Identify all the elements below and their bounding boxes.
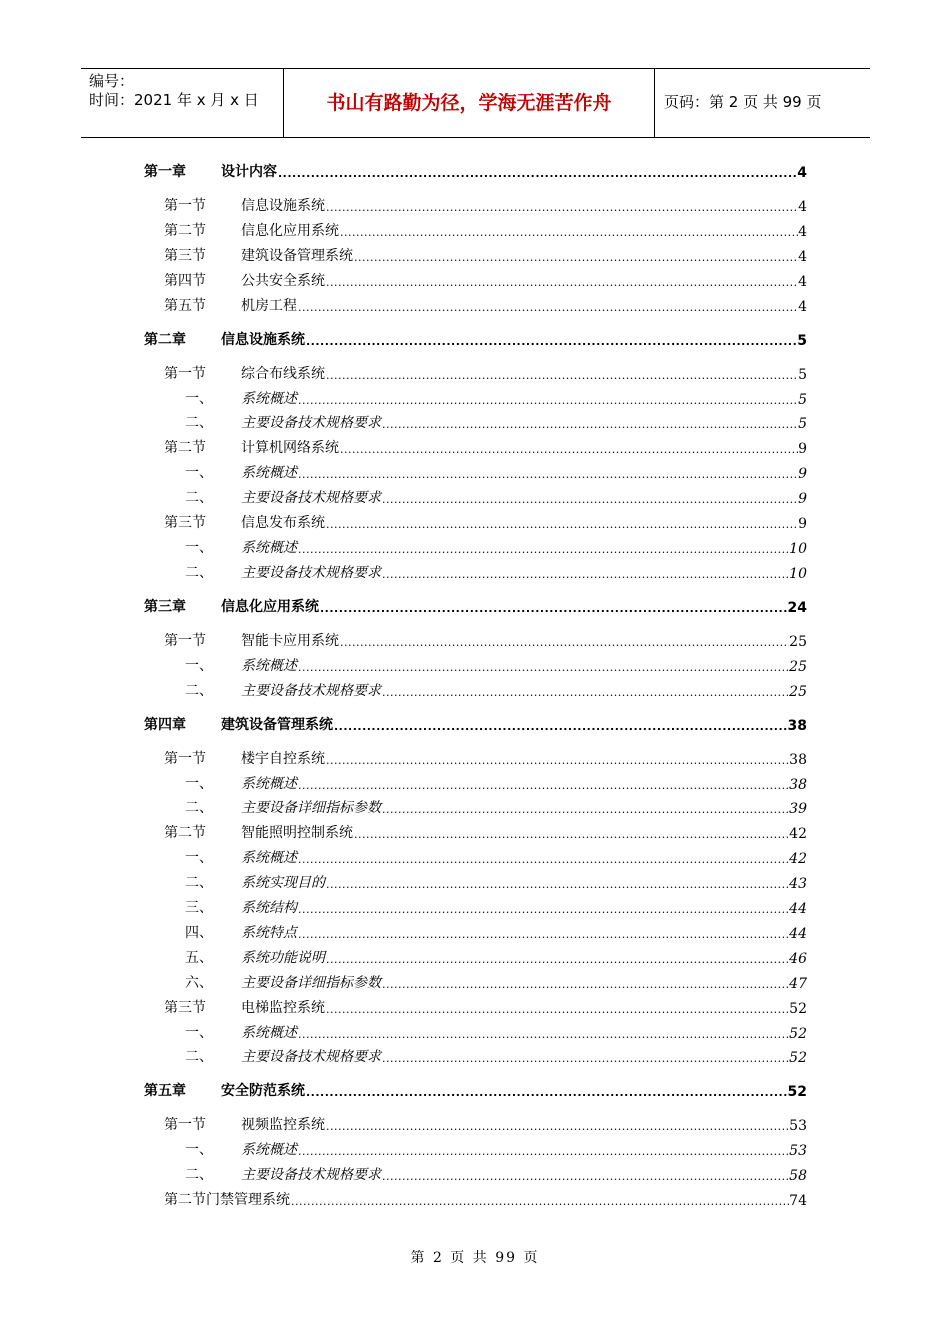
toc-entry-section[interactable]: [164, 997, 807, 1017]
toc-entry-label: 二、: [185, 682, 213, 699]
toc-dot-leader: [290, 1195, 789, 1209]
toc-entry-title: 系统实现目的: [241, 875, 325, 892]
toc-entry-page-number: 46: [789, 950, 807, 967]
toc-entry-title: 智能卡应用系统: [241, 632, 339, 649]
toc-dot-leader: [325, 953, 789, 967]
toc-entry-section[interactable]: [164, 1114, 807, 1134]
toc-dot-leader: [381, 418, 798, 432]
time-label: 时间：2021 年 x 月 x 日: [89, 91, 259, 109]
toc-entry-section[interactable]: [164, 245, 807, 265]
toc-dot-leader: [305, 1086, 788, 1100]
toc-entry-label: 六、: [185, 974, 213, 991]
toc-dot-leader: [339, 443, 798, 457]
toc-dot-leader: [381, 978, 789, 992]
toc-entry-page-number: 38: [787, 717, 807, 734]
toc-entry-title: 主要设备技术规格要求: [241, 682, 381, 699]
toc-dot-leader: [381, 686, 789, 700]
toc-entry-title: 电梯监控系统: [241, 999, 325, 1016]
toc-entry-title: 信息设施系统: [221, 331, 305, 348]
toc-entry-label: 一、: [185, 465, 213, 482]
toc-entry-section2[interactable]: [164, 1189, 807, 1209]
toc-dot-leader: [339, 636, 789, 650]
toc-entry-title: 系统概述: [241, 1142, 297, 1159]
page-header: [81, 68, 870, 138]
toc-entry-label: 第一节: [164, 632, 206, 649]
toc-dot-leader: [381, 1170, 789, 1184]
toc-entry-label: 二、: [185, 415, 213, 432]
toc-entry-label: 第一章: [144, 164, 186, 180]
toc-entry-page-number: 38: [789, 751, 807, 768]
toc-dot-leader: [277, 167, 797, 181]
toc-entry-sub[interactable]: [185, 537, 807, 557]
serial-label: 编号：: [89, 72, 135, 90]
toc-entry-section[interactable]: [164, 512, 807, 532]
toc-entry-title: 系统概述: [241, 390, 297, 407]
toc-entry-page-number: 44: [789, 901, 807, 917]
toc-entry-title: 主要设备技术规格要求: [241, 1167, 381, 1184]
toc-entry-title: 信息发布系统: [241, 515, 325, 531]
toc-entry-section[interactable]: [164, 822, 807, 842]
toc-dot-leader: [297, 928, 789, 942]
toc-entry-title: 视频监控系统: [241, 1117, 325, 1134]
toc-entry-title: 系统概述: [241, 657, 297, 674]
toc-entry-label: 二、: [185, 1049, 213, 1066]
toc-entry-title: 系统功能说明: [241, 949, 325, 966]
toc-dot-leader: [297, 468, 798, 482]
toc-entry-sub[interactable]: [185, 773, 807, 793]
toc-entry-label: 二、: [185, 564, 213, 581]
toc-entry-page-number: 38: [789, 776, 807, 793]
toc-entry-title: 设计内容: [221, 164, 277, 180]
toc-entry-sub[interactable]: [185, 680, 807, 700]
toc-entry-label: 第三节: [164, 247, 206, 264]
toc-entry-sub[interactable]: [185, 1164, 807, 1184]
toc-entry-label: 一、: [185, 657, 213, 674]
toc-entry-section[interactable]: [164, 630, 807, 650]
toc-entry-sub[interactable]: [185, 655, 807, 675]
toc-entry-sub[interactable]: [185, 947, 807, 967]
toc-entry-label: 第三节: [164, 515, 206, 531]
toc-entry-label: 二、: [185, 1167, 213, 1184]
toc-entry-title: 楼宇自控系统: [241, 750, 325, 767]
toc-entry-section[interactable]: [164, 295, 807, 315]
toc-dot-leader: [319, 602, 788, 616]
toc-dot-leader: [325, 878, 789, 892]
toc-entry-title: 公共安全系统: [241, 272, 325, 289]
toc-dot-leader: [325, 276, 798, 290]
toc-entry-label: 一、: [185, 775, 213, 792]
toc-entry-page-number: 25: [789, 658, 807, 675]
toc-entry-page-number: 74: [789, 1193, 807, 1210]
toc-entry-label: 第五章: [144, 1083, 186, 1100]
toc-entry-page-number: 25: [789, 633, 807, 650]
toc-dot-leader: [333, 720, 788, 734]
toc-entry-title: 建筑设备管理系统: [241, 247, 353, 264]
toc-entry-section[interactable]: [164, 270, 807, 290]
toc-entry-sub[interactable]: [185, 412, 807, 432]
motto-text: 书山有路勤为径，学海无涯苦作舟: [326, 92, 612, 114]
toc-entry-page-number: 4: [797, 165, 807, 181]
toc-entry-page-number: 4: [798, 273, 807, 290]
toc-entry-label: 第一节: [164, 365, 206, 382]
toc-entry-page-number: 5: [798, 366, 807, 383]
toc-entry-title: 信息化应用系统: [241, 222, 339, 239]
toc-entry-label: 第四节: [164, 272, 206, 289]
toc-dot-leader: [297, 394, 798, 408]
toc-dot-leader: [325, 518, 798, 532]
toc-entry-title: 系统概述: [241, 1024, 297, 1041]
toc-entry-title: 主要设备技术规格要求: [241, 490, 381, 507]
toc-entry-page-number: 42: [789, 826, 807, 843]
toc-entry-page-number: 52: [789, 1050, 807, 1067]
toc-entry-title: 主要设备详细指标参数: [241, 974, 381, 991]
toc-dot-leader: [325, 1003, 789, 1017]
toc-entry-page-number: 5: [798, 416, 807, 433]
toc-entry-page-number: 9: [798, 516, 807, 532]
toc-entry-page-number: 25: [789, 683, 807, 700]
toc-entry-title: 智能照明控制系统: [241, 825, 353, 842]
toc-entry-chapter[interactable]: [144, 161, 807, 181]
toc-entry-page-number: 4: [798, 298, 807, 315]
toc-dot-leader: [381, 493, 798, 507]
toc-dot-leader: [297, 543, 789, 557]
toc-entry-page-number: 10: [789, 540, 807, 557]
toc-dot-leader: [325, 1120, 789, 1134]
toc-dot-leader: [325, 369, 798, 383]
toc-entry-page-number: 5: [797, 332, 807, 349]
toc-entry-label: 三、: [185, 900, 213, 916]
toc-entry-page-number: 9: [798, 441, 807, 458]
toc-entry-label: 二、: [185, 800, 213, 817]
toc-entry-title: 主要设备技术规格要求: [241, 564, 381, 581]
page-footer: 第 2 页 共 99 页: [410, 1250, 540, 1266]
toc-entry-title: 第二节门禁管理系统: [164, 1192, 290, 1209]
toc-entry-page-number: 9: [798, 466, 807, 483]
toc-entry-label: 四、: [185, 924, 213, 941]
toc-entry-page-number: 53: [789, 1118, 807, 1135]
toc-entry-page-number: 4: [798, 199, 807, 215]
toc-entry-sub[interactable]: [185, 797, 807, 817]
toc-dot-leader: [381, 1052, 789, 1066]
toc-entry-title: 机房工程: [241, 297, 297, 314]
toc-entry-sub[interactable]: [185, 847, 807, 867]
toc-entry-page-number: 58: [789, 1168, 807, 1185]
toc-entry-section[interactable]: [164, 220, 807, 240]
toc-entry-sub[interactable]: [185, 1022, 807, 1042]
toc-entry-label: 第二章: [144, 331, 186, 348]
header-page-cell: [655, 69, 870, 137]
toc-entry-sub[interactable]: [185, 872, 807, 892]
toc-entry-sub[interactable]: [185, 462, 807, 482]
toc-entry-sub[interactable]: [185, 487, 807, 507]
toc-entry-page-number: 52: [789, 1025, 807, 1042]
toc-entry-sub[interactable]: [185, 897, 807, 917]
toc-dot-leader: [325, 201, 798, 215]
toc-dot-leader: [297, 853, 789, 867]
toc-dot-leader: [353, 251, 798, 265]
toc-entry-label: 五、: [185, 949, 213, 966]
toc-dot-leader: [325, 754, 789, 768]
toc-entry-label: 第三节: [164, 999, 206, 1016]
toc-entry-sub[interactable]: [185, 922, 807, 942]
toc-entry-chapter[interactable]: [144, 714, 807, 734]
toc-dot-leader: [297, 779, 789, 793]
toc-entry-label: 第五节: [164, 297, 206, 314]
toc-dot-leader: [339, 226, 798, 240]
toc-entry-page-number: 53: [789, 1143, 807, 1160]
toc-entry-label: 第四章: [144, 716, 186, 733]
toc-entry-title: 系统概述: [241, 465, 297, 482]
toc-entry-title: 信息化应用系统: [221, 598, 319, 615]
toc-entry-page-number: 24: [787, 599, 807, 616]
toc-entry-title: 主要设备技术规格要求: [241, 415, 381, 432]
toc-entry-title: 主要设备详细指标参数: [241, 800, 381, 817]
toc-entry-label: 第二节: [164, 222, 206, 239]
toc-entry-label: 第二节: [164, 825, 206, 842]
toc-entry-section[interactable]: [164, 195, 807, 215]
toc-entry-page-number: 52: [789, 1000, 807, 1017]
toc-entry-section[interactable]: [164, 363, 807, 383]
toc-entry-page-number: 43: [789, 876, 807, 893]
toc-entry-page-number: 4: [798, 223, 807, 240]
header-meta-cell: [81, 69, 284, 137]
toc-entry-label: 一、: [185, 1142, 213, 1159]
toc-entry-title: 信息设施系统: [241, 198, 325, 214]
toc-entry-chapter[interactable]: [144, 1080, 807, 1100]
toc-entry-label: 一、: [185, 539, 213, 556]
toc-entry-page-number: 4: [798, 248, 807, 265]
toc-entry-title: 计算机网络系统: [241, 440, 339, 457]
toc-entry-sub[interactable]: [185, 388, 807, 408]
toc-entry-label: 二、: [185, 875, 213, 892]
toc-entry-title: 安全防范系统: [221, 1083, 305, 1100]
toc-entry-label: 一、: [185, 1024, 213, 1041]
toc-entry-sub[interactable]: [185, 972, 807, 992]
toc-entry-label: 第三章: [144, 598, 186, 615]
toc-entry-page-number: 5: [798, 391, 807, 408]
toc-entry-page-number: 44: [789, 925, 807, 942]
toc-dot-leader: [297, 661, 789, 675]
toc-entry-section[interactable]: [164, 437, 807, 457]
toc-entry-label: 二、: [185, 490, 213, 507]
toc-dot-leader: [381, 803, 789, 817]
toc-entry-sub[interactable]: [185, 1046, 807, 1066]
toc-entry-label: 第一节: [164, 1117, 206, 1134]
header-motto-cell: [284, 69, 655, 137]
toc-entry-page-number: 10: [789, 565, 807, 582]
toc-entry-page-number: 42: [789, 851, 807, 868]
toc-dot-leader: [297, 301, 798, 315]
toc-dot-leader: [297, 1145, 789, 1159]
toc-entry-chapter[interactable]: [144, 329, 807, 349]
toc-entry-label: 一、: [185, 850, 213, 867]
toc-dot-leader: [305, 335, 797, 349]
toc-entry-title: 系统概述: [241, 539, 297, 556]
toc-dot-leader: [297, 903, 789, 917]
toc-entry-label: 第二节: [164, 440, 206, 457]
toc-dot-leader: [297, 1028, 789, 1042]
toc-entry-title: 系统概述: [241, 775, 297, 792]
toc-dot-leader: [353, 828, 789, 842]
toc-entry-page-number: 39: [789, 801, 807, 818]
toc-entry-title: 系统特点: [241, 924, 297, 941]
toc-entry-title: 系统概述: [241, 850, 297, 867]
toc-entry-sub[interactable]: [185, 562, 807, 582]
toc-entry-sub[interactable]: [185, 1139, 807, 1159]
toc-entry-title: 系统结构: [241, 900, 297, 916]
toc-entry-page-number: 52: [787, 1084, 807, 1101]
toc-entry-page-number: 47: [789, 975, 807, 992]
toc-entry-chapter[interactable]: [144, 596, 807, 616]
toc-entry-page-number: 9: [798, 491, 807, 508]
toc-dot-leader: [381, 568, 789, 582]
toc-entry-label: 一、: [185, 390, 213, 407]
toc-entry-title: 综合布线系统: [241, 365, 325, 382]
header-page-info: 页码：第 2 页 共 99 页: [664, 93, 822, 111]
toc-entry-label: 第一节: [164, 198, 206, 214]
toc-entry-title: 主要设备技术规格要求: [241, 1049, 381, 1066]
toc-entry-section[interactable]: [164, 748, 807, 768]
toc-entry-label: 第一节: [164, 750, 206, 767]
toc-entry-title: 建筑设备管理系统: [221, 716, 333, 733]
